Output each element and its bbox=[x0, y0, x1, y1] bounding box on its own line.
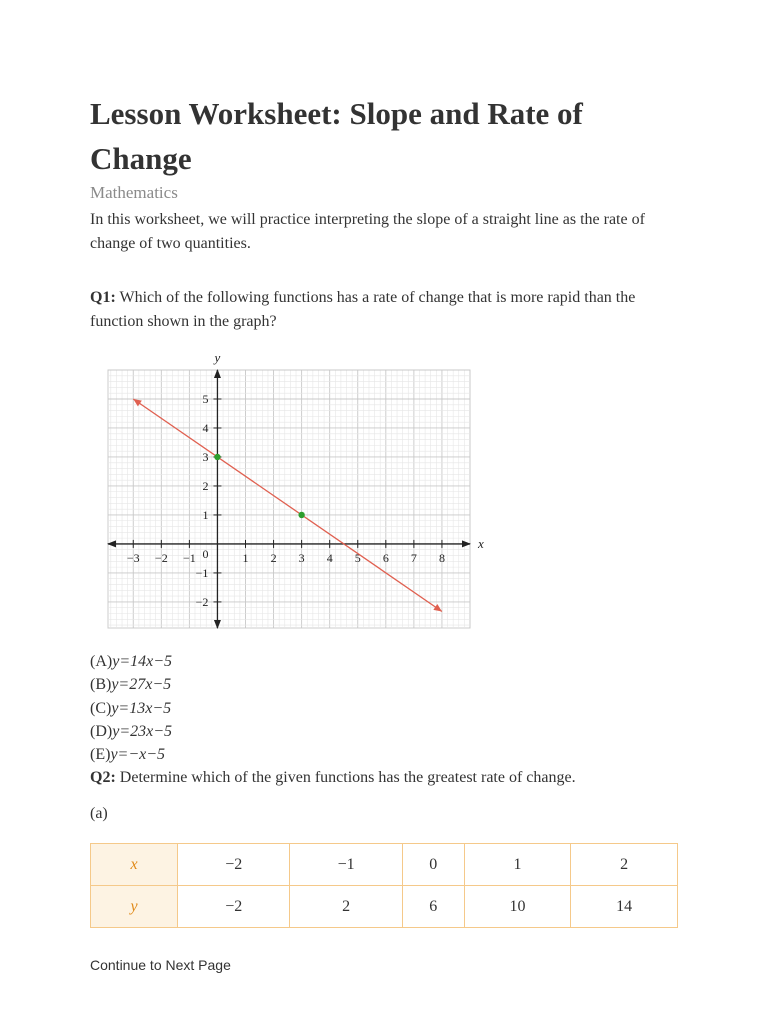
table-cell: 0 bbox=[402, 844, 464, 886]
y-tick-label: −2 bbox=[195, 594, 209, 609]
option-b[interactable] bbox=[90, 673, 172, 696]
origin-label: 0 bbox=[202, 546, 209, 561]
table-cell: −2 bbox=[178, 886, 290, 928]
subject-label: Mathematics bbox=[90, 183, 178, 202]
line-graph bbox=[105, 350, 485, 635]
intro-text: In this worksheet, we will practice interpreting the slope of a straight line as the rate of change of two quantities. bbox=[90, 211, 645, 252]
x-tick-label: 4 bbox=[326, 550, 333, 565]
plot-area bbox=[108, 370, 470, 628]
question-2-number: Q2: bbox=[90, 769, 116, 786]
option-a-label: (A) bbox=[90, 653, 113, 670]
y-tick-label: 5 bbox=[202, 391, 209, 406]
values-table bbox=[90, 843, 678, 928]
data-point bbox=[214, 454, 220, 460]
x-tick-label: 2 bbox=[270, 550, 277, 565]
x-tick-label: 1 bbox=[242, 550, 249, 565]
x-tick-label: 7 bbox=[410, 550, 417, 565]
y-tick-label: −1 bbox=[195, 565, 209, 580]
x-tick-label: 5 bbox=[354, 550, 361, 565]
data-point bbox=[298, 512, 304, 518]
option-a-expr: y=14x−5 bbox=[112, 653, 173, 670]
table-cell: 2 bbox=[571, 844, 678, 886]
question-2 bbox=[90, 766, 680, 790]
continue-link[interactable]: Continue to Next Page bbox=[90, 957, 231, 973]
table-cell: 10 bbox=[464, 886, 571, 928]
page-title: Lesson Worksheet: Slope and Rate of Change bbox=[90, 96, 583, 176]
option-d[interactable] bbox=[90, 720, 172, 743]
y-tick-label: 2 bbox=[202, 478, 209, 493]
x-tick-label: 8 bbox=[438, 550, 445, 565]
part-a-label: (a) bbox=[90, 805, 108, 822]
option-c-expr: y=13x−5 bbox=[111, 699, 172, 717]
option-b-expr: y=27x−5 bbox=[111, 676, 172, 694]
y-tick-label: 3 bbox=[202, 449, 209, 464]
option-d-expr: y=23x−5 bbox=[112, 722, 173, 740]
option-b-label: (B) bbox=[90, 676, 112, 694]
option-a[interactable] bbox=[90, 650, 172, 673]
y-tick-label: 1 bbox=[202, 507, 209, 522]
option-e-expr: y=−x−5 bbox=[110, 746, 166, 764]
x-tick-label: −3 bbox=[126, 550, 140, 565]
question-2-text: Determine which of the given functions has the greatest rate of change. bbox=[119, 769, 576, 786]
table-head-y: y bbox=[91, 886, 178, 928]
table-cell: 14 bbox=[571, 886, 678, 928]
x-axis-label: x bbox=[478, 535, 484, 551]
option-d-label: (D) bbox=[90, 722, 113, 740]
table-row-x bbox=[91, 844, 678, 886]
table-cell: 1 bbox=[464, 844, 571, 886]
answer-options bbox=[90, 650, 172, 766]
y-tick-label: 4 bbox=[202, 420, 209, 435]
option-e-label: (E) bbox=[90, 746, 111, 764]
table-row-y bbox=[91, 886, 678, 928]
table-cell: −2 bbox=[178, 844, 290, 886]
table-head-x: x bbox=[91, 844, 178, 886]
question-1 bbox=[90, 286, 680, 334]
option-c-label: (C) bbox=[90, 699, 112, 717]
question-1-text: Which of the following functions has a rate of change that is more rapid than the function shown in the graph? bbox=[90, 289, 636, 330]
option-c[interactable] bbox=[90, 697, 172, 720]
x-tick-label: 3 bbox=[298, 550, 305, 565]
x-tick-label: −1 bbox=[182, 550, 196, 565]
question-1-number: Q1: bbox=[90, 289, 116, 306]
table-cell: 6 bbox=[402, 886, 464, 928]
x-tick-label: 6 bbox=[382, 550, 389, 565]
x-tick-label: −2 bbox=[154, 550, 168, 565]
table-cell: −1 bbox=[290, 844, 402, 886]
table-cell: 2 bbox=[290, 886, 402, 928]
y-axis-label: y bbox=[214, 350, 221, 365]
option-e[interactable] bbox=[90, 743, 172, 766]
